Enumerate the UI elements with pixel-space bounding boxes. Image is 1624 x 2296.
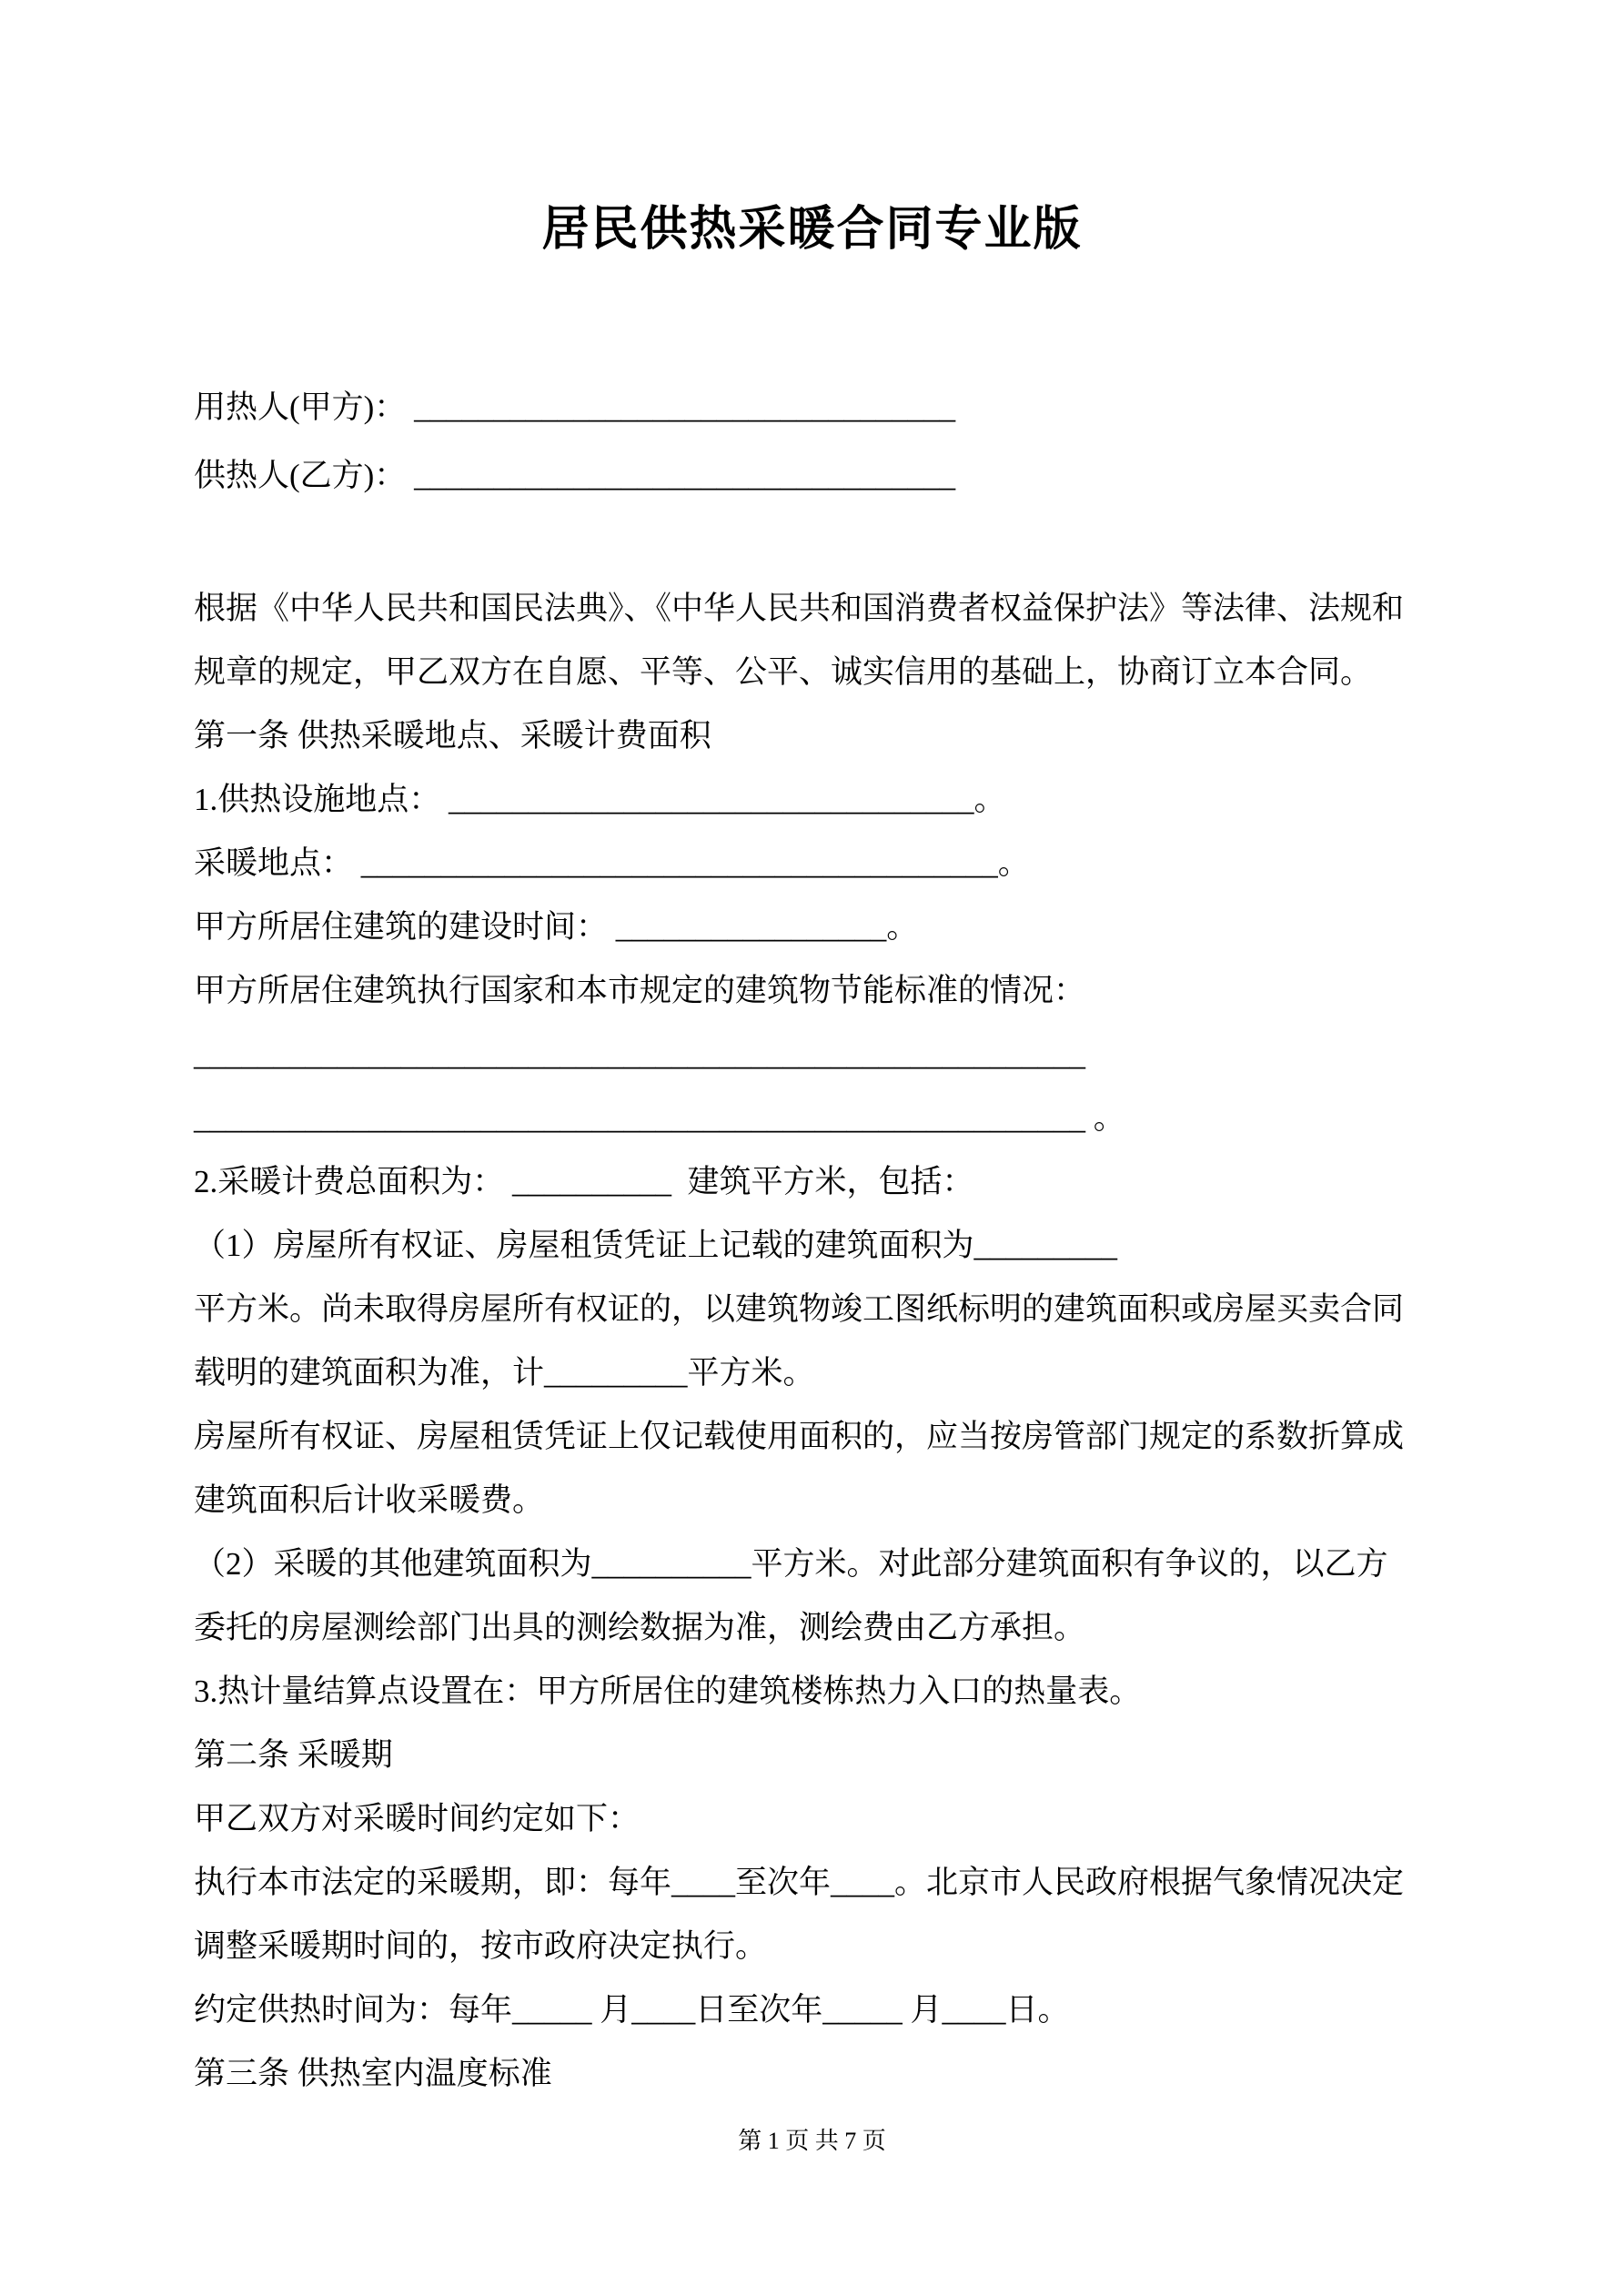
preamble-line-1: 根据《中华人民共和国民法典》、《中华人民共和国消费者权益保护法》等法律、法规和 <box>194 591 1405 626</box>
parties-block <box>194 373 1624 510</box>
other-area-continuation: 委托的房屋测绘部门出具的测绘数据为准，测绘费由乙方承担。 <box>194 1610 1086 1645</box>
agreed-heating-time-line: 约定供热时间为：每年_____ 月____日至次年_____ 月____日。 <box>194 1992 1070 2028</box>
energy-standard-blank-line-2: ________________________________________________________ 。 <box>194 1100 1125 1136</box>
party-label-heat-supplier: 供热人(乙方)： <box>194 458 407 493</box>
clause-3-heading: 第三条 供热室内温度标准 <box>194 2056 552 2091</box>
building-construction-time-line: 甲方所居住建筑的建设时间： _________________。 <box>194 909 919 945</box>
energy-standard-blank-line-1: ________________________________________________________ <box>194 1037 1085 1072</box>
statutory-heating-period-line: 执行本市法定的采暖期，即：每年____至次年____。北京市人民政府根据气象情况决定 <box>194 1865 1405 1900</box>
page-number-footer: 第 1 页 共 7 页 <box>738 2128 886 2154</box>
party-line-heat-user <box>194 373 1624 441</box>
registered-area-continuation-1: 平方米。尚未取得房屋所有权证的，以建筑物竣工图纸标明的建筑面积或房屋买卖合同 <box>194 1291 1405 1327</box>
total-billing-area-line: 2.采暖计费总面积为： __________ 建筑平方米，包括： <box>194 1164 974 1199</box>
heating-location-line: 采暖地点： ________________________________________。 <box>194 845 1030 881</box>
usable-area-note-line-1: 房屋所有权证、房屋租赁凭证上仅记载使用面积的，应当按房管部门规定的系数折算成 <box>194 1419 1405 1454</box>
page-title: 居民供热采暖合同专业版 <box>541 204 1083 256</box>
party-blank-heat-user: __________________________________ <box>406 389 956 425</box>
party-line-heat-supplier <box>194 441 1624 510</box>
clause-1-heading: 第一条 供热采暖地点、采暖计费面积 <box>194 718 711 754</box>
party-label-heat-user: 用热人(甲方)： <box>194 389 407 425</box>
other-area-line: （2）采暖的其他建筑面积为__________平方米。对此部分建筑面积有争议的，以乙方 <box>194 1546 1388 1582</box>
clause-2-heading: 第二条 采暖期 <box>194 1737 393 1773</box>
contract-body <box>194 577 1486 2106</box>
usable-area-note-line-2: 建筑面积后计收采暖费。 <box>194 1482 545 1518</box>
registered-area-continuation-2: 载明的建筑面积为准，计_________平方米。 <box>194 1355 815 1391</box>
facility-location-line: 1.供热设施地点： _________________________________。 <box>194 782 1006 817</box>
party-blank-heat-supplier: __________________________________ <box>406 458 956 493</box>
energy-standard-intro-line: 甲方所居住建筑执行国家和本市规定的建筑物节能标准的情况： <box>194 973 1086 1008</box>
metering-point-line: 3.热计量结算点设置在：甲方所居住的建筑楼栋热力入口的热量表。 <box>194 1674 1142 1709</box>
preamble-line-2: 规章的规定，甲乙双方在自愿、平等、公平、诚实信用的基础上，协商订立本合同。 <box>194 654 1373 690</box>
registered-area-line: （1）房屋所有权证、房屋租赁凭证上记载的建筑面积为_________ <box>194 1228 1118 1263</box>
statutory-heating-period-continuation: 调整采暖期时间的，按市政府决定执行。 <box>194 1928 768 1964</box>
heating-time-intro-line: 甲乙双方对采暖时间约定如下： <box>194 1801 641 1836</box>
